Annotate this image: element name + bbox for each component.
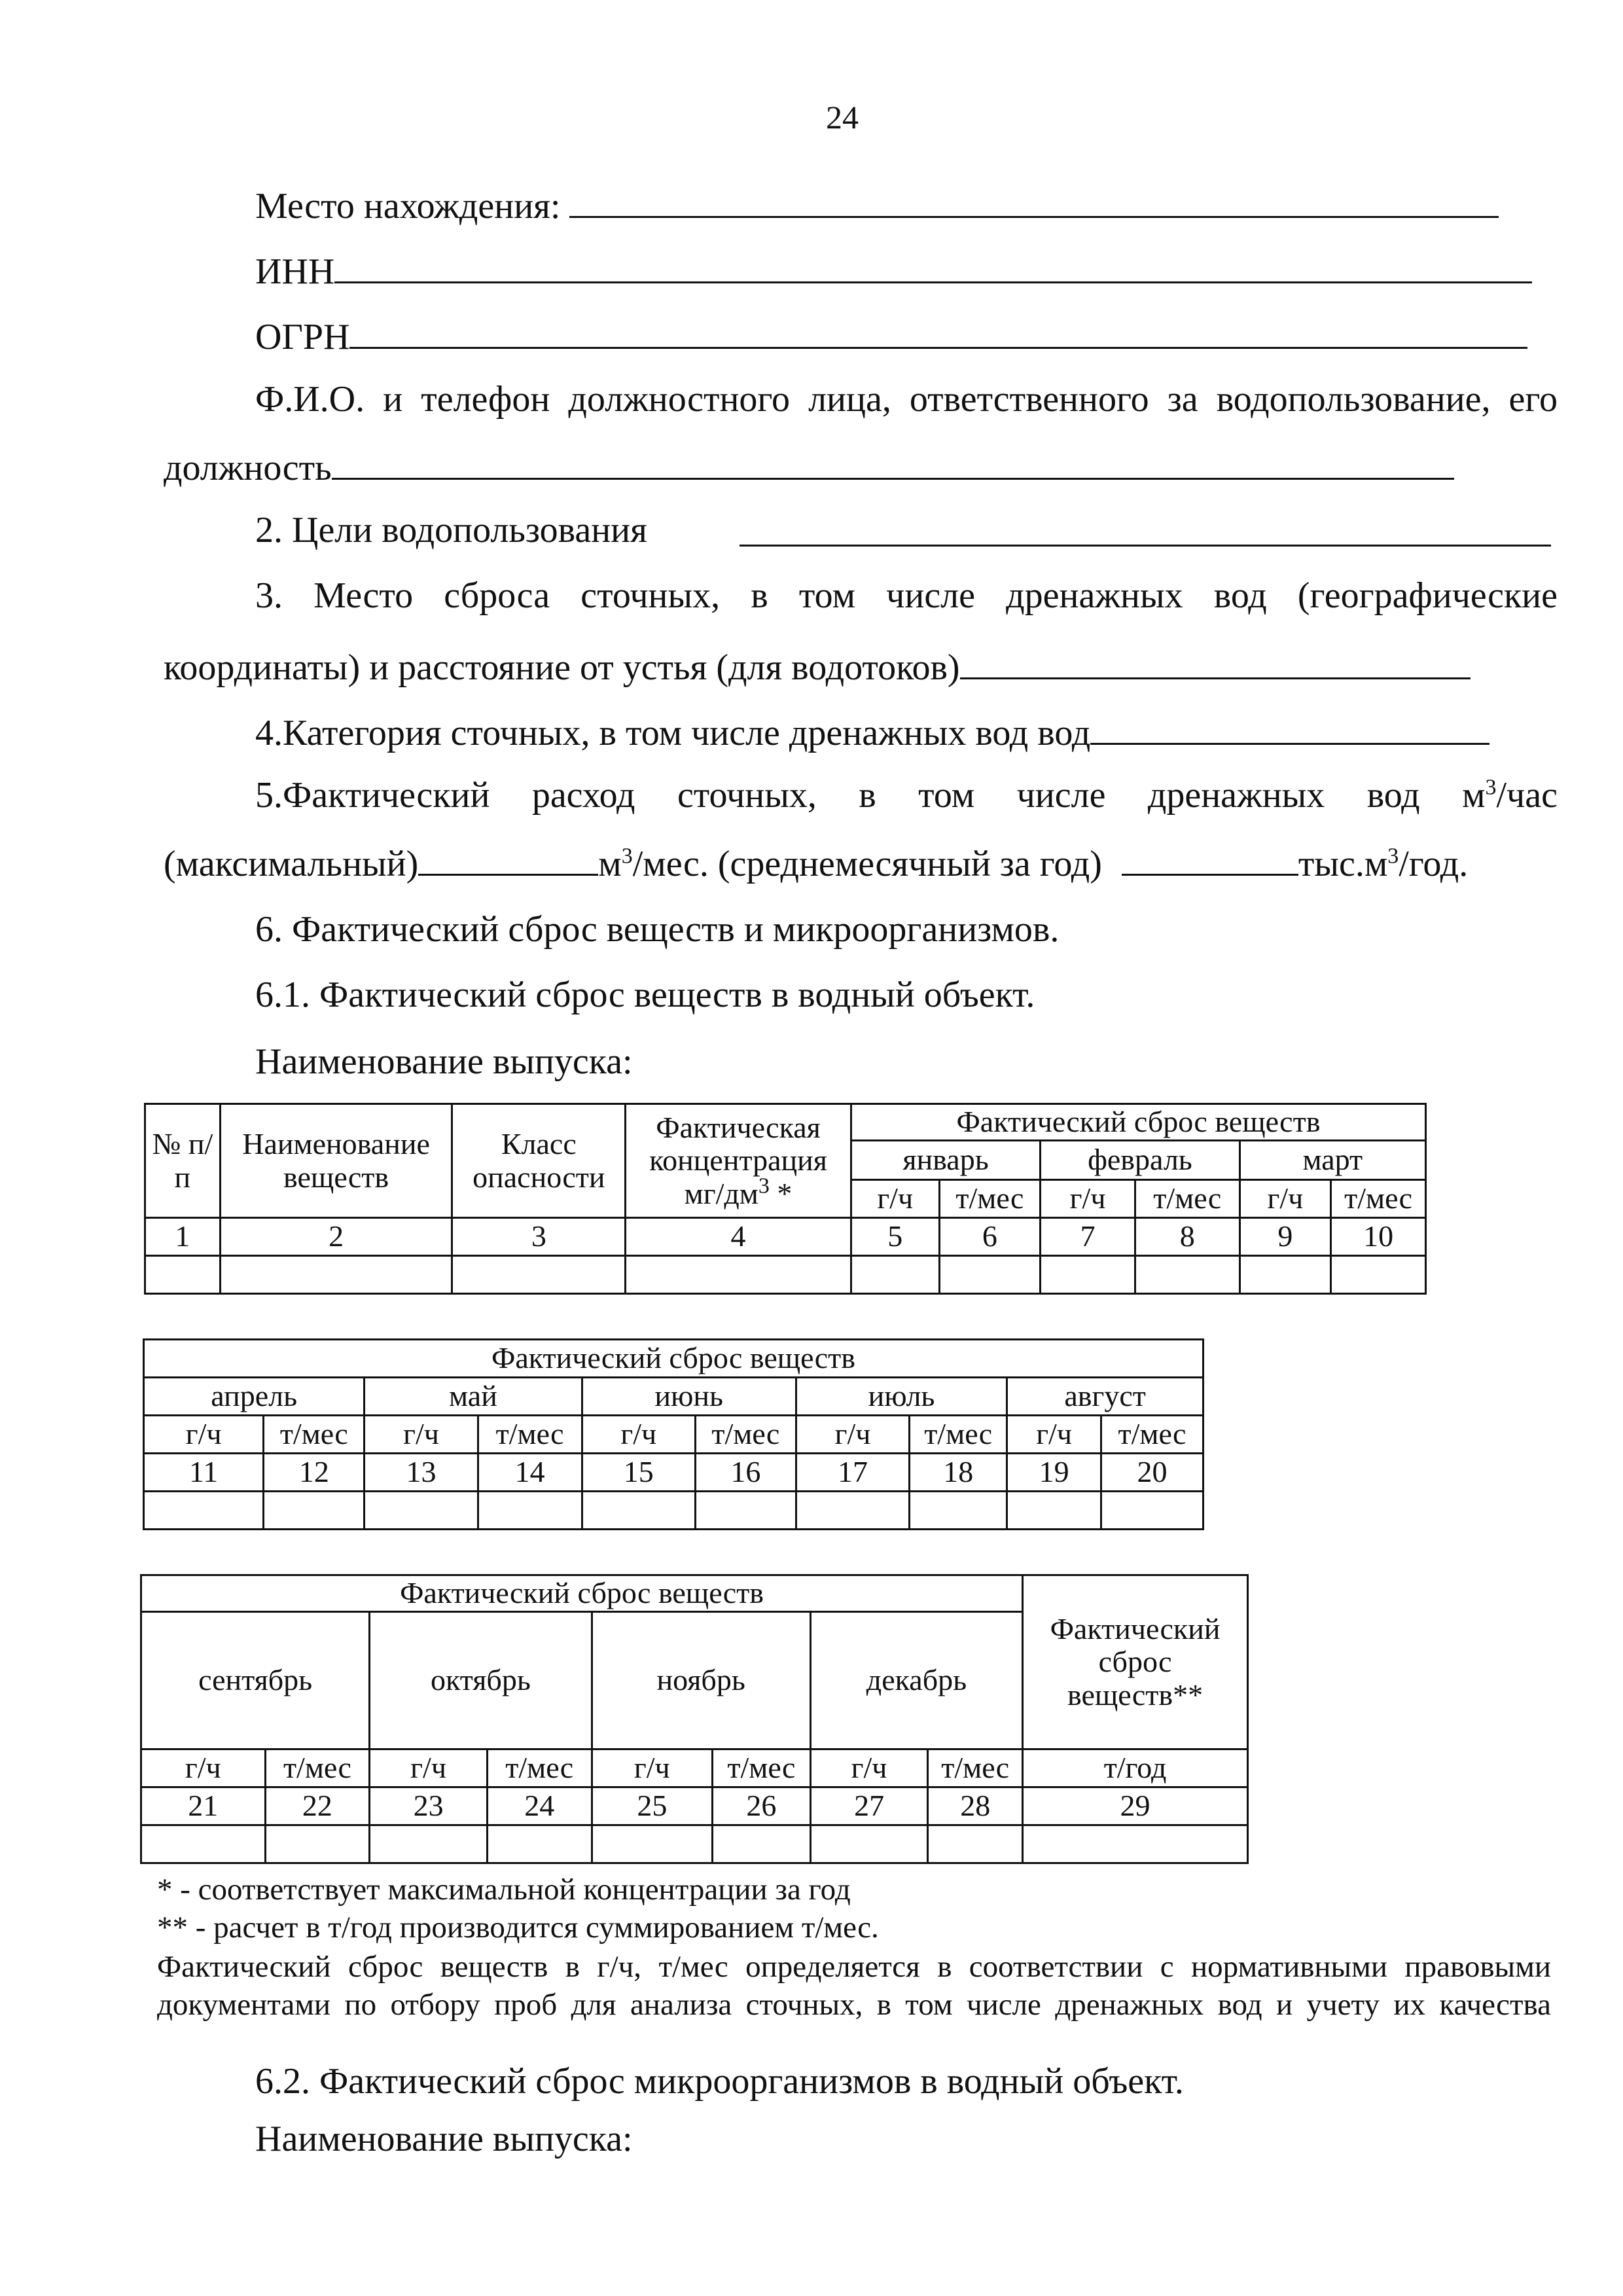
flow-month-sup: 3 xyxy=(621,844,633,869)
col-number: 7 xyxy=(1041,1218,1135,1256)
flow-month-unit: м xyxy=(598,844,622,884)
empty-cell[interactable] xyxy=(370,1825,488,1863)
flow-max-label: (максимальный) xyxy=(164,844,419,884)
empty-cell[interactable] xyxy=(487,1825,592,1863)
empty-cell[interactable] xyxy=(1331,1256,1426,1294)
col-number: 17 xyxy=(796,1454,909,1492)
unit-tm: т/мес xyxy=(265,1749,370,1787)
unit-gh: г/ч xyxy=(1240,1180,1331,1218)
empty-cell[interactable] xyxy=(220,1256,452,1294)
header-month: март xyxy=(1240,1141,1425,1180)
unit-tm: т/мес xyxy=(910,1416,1007,1454)
col-number: 18 xyxy=(910,1454,1007,1492)
inn-field xyxy=(255,249,1532,293)
unit-tm: т/мес xyxy=(478,1416,582,1454)
col-number: 28 xyxy=(928,1787,1023,1825)
empty-cell[interactable] xyxy=(1240,1256,1331,1294)
col-number: 21 xyxy=(141,1787,266,1825)
col-number: 15 xyxy=(582,1454,695,1492)
unit-gh: г/ч xyxy=(370,1749,488,1787)
header-hazard-class: Класс опасности xyxy=(452,1104,626,1218)
outlet-label-2: Наименование выпуска: xyxy=(255,2119,633,2159)
unit-tm: т/мес xyxy=(713,1749,811,1787)
table-row-numbers xyxy=(145,1218,1426,1256)
col-number: 1 xyxy=(145,1218,221,1256)
header-total-discharge: Фактический сброс веществ** xyxy=(1023,1575,1248,1749)
header-discharge-group: Фактический сброс веществ xyxy=(851,1104,1425,1141)
ogrn-field xyxy=(255,314,1527,358)
empty-cell[interactable] xyxy=(478,1492,582,1530)
discharge-line-1: 3. Место сброса сточных, в том числе дренажных вод (географические xyxy=(255,575,1558,616)
empty-cell[interactable] xyxy=(582,1492,695,1530)
empty-cell[interactable] xyxy=(365,1492,478,1530)
col-number: 2 xyxy=(220,1218,452,1256)
unit-tm: т/мес xyxy=(695,1416,796,1454)
header-month: октябрь xyxy=(370,1612,592,1749)
section61-title: 6.1. Фактический сброс веществ в водный объект. xyxy=(255,975,1035,1015)
flow-year-sup: 3 xyxy=(1387,844,1399,869)
flow-max-input-line[interactable] xyxy=(418,841,598,876)
col-number: 5 xyxy=(851,1218,939,1256)
section6-title: 6. Фактический сброс веществ и микроорганизмов. xyxy=(255,909,1060,950)
table-apr-aug xyxy=(143,1338,1204,1530)
table-row-empty[interactable] xyxy=(145,1256,1426,1294)
footnote-1: * - соответствует максимальной концентрации за год xyxy=(157,1873,851,1907)
empty-cell[interactable] xyxy=(910,1492,1007,1530)
table-row-empty[interactable] xyxy=(144,1492,1204,1530)
table-row-numbers xyxy=(144,1454,1204,1492)
col-number: 27 xyxy=(810,1787,928,1825)
header-month: ноябрь xyxy=(592,1612,810,1749)
unit-gh: г/ч xyxy=(365,1416,478,1454)
footnote-2: ** - расчет в т/год производится суммированием т/мес. xyxy=(157,1910,879,1945)
official-line-1: Ф.И.О. и телефон должностного лица, ответственного за водопользование, его xyxy=(255,379,1558,420)
unit-tm: т/мес xyxy=(1331,1180,1426,1218)
unit-gh: г/ч xyxy=(141,1749,266,1787)
official-input-line[interactable] xyxy=(332,445,1454,480)
col-number: 19 xyxy=(1007,1454,1101,1492)
unit-gh: г/ч xyxy=(1041,1180,1135,1218)
empty-cell[interactable] xyxy=(713,1825,811,1863)
empty-cell[interactable] xyxy=(810,1825,928,1863)
header-month: май xyxy=(365,1378,582,1416)
empty-cell[interactable] xyxy=(144,1492,264,1530)
goals-input-line[interactable] xyxy=(740,545,1551,547)
empty-cell[interactable] xyxy=(141,1825,266,1863)
col-number: 3 xyxy=(452,1218,626,1256)
flow-line-2 xyxy=(164,841,1468,885)
col-number: 8 xyxy=(1135,1218,1240,1256)
table-jan-mar xyxy=(144,1103,1427,1295)
col-number: 10 xyxy=(1331,1218,1426,1256)
flow-year-unit: тыс.м xyxy=(1298,844,1388,884)
col-number: 13 xyxy=(365,1454,478,1492)
flow-month-label: /мес. (среднемесячный за год) xyxy=(632,844,1102,884)
empty-cell[interactable] xyxy=(796,1492,909,1530)
table-sep-dec xyxy=(140,1574,1249,1864)
unit-tm: т/мес xyxy=(939,1180,1041,1218)
category-input-line[interactable] xyxy=(1090,710,1489,745)
unit-gh: г/ч xyxy=(810,1749,928,1787)
ogrn-input-line[interactable] xyxy=(349,314,1527,349)
inn-label: ИНН xyxy=(255,251,335,292)
table-row-empty[interactable] xyxy=(141,1825,1248,1863)
location-field xyxy=(255,183,1499,227)
unit-gh: г/ч xyxy=(851,1180,939,1218)
location-label: Место нахождения: xyxy=(255,186,561,226)
header-concentration: Фактическая концентрация $мг/дм^3$ * xyxy=(626,1104,851,1218)
note-line-2: документами по отбору проб для анализа сточных, в том числе дренажных вод и учету их качества xyxy=(157,1988,1551,2022)
flow-year-label: /год. xyxy=(1399,844,1469,884)
header-num: № п/п xyxy=(145,1104,221,1218)
header-month: июль xyxy=(796,1378,1007,1416)
inn-input-line[interactable] xyxy=(334,249,1532,283)
header-month: декабрь xyxy=(810,1612,1022,1749)
unit-tm: т/мес xyxy=(487,1749,592,1787)
unit-ty: т/год xyxy=(1023,1749,1248,1787)
location-input-line[interactable] xyxy=(569,183,1499,218)
empty-cell[interactable] xyxy=(928,1825,1023,1863)
unit-gh: г/ч xyxy=(592,1749,713,1787)
col-number: 16 xyxy=(695,1454,796,1492)
official-field xyxy=(164,445,1454,489)
col-number: 4 xyxy=(626,1218,851,1256)
flow-year-input-line[interactable] xyxy=(1122,841,1298,876)
goals-field xyxy=(255,511,647,551)
unit-gh: г/ч xyxy=(796,1416,909,1454)
empty-cell[interactable] xyxy=(695,1492,796,1530)
header-month: январь xyxy=(851,1141,1040,1180)
header-month: август xyxy=(1007,1378,1204,1416)
empty-cell[interactable] xyxy=(264,1492,365,1530)
unit-gh: г/ч xyxy=(1007,1416,1101,1454)
unit-tm: т/мес xyxy=(264,1416,365,1454)
category-field xyxy=(255,710,1489,754)
empty-cell[interactable] xyxy=(592,1825,713,1863)
unit-tm: т/мес xyxy=(928,1749,1023,1787)
col-number: 20 xyxy=(1101,1454,1203,1492)
empty-cell[interactable] xyxy=(1041,1256,1135,1294)
col-number: 24 xyxy=(487,1787,592,1825)
discharge-field xyxy=(164,645,1471,689)
header-substance: Наименование веществ xyxy=(220,1104,452,1218)
page-number: 24 xyxy=(826,99,859,135)
col-number: 22 xyxy=(265,1787,370,1825)
empty-cell[interactable] xyxy=(939,1256,1041,1294)
empty-cell[interactable] xyxy=(1007,1492,1101,1530)
table-row-numbers xyxy=(141,1787,1248,1825)
category-label: 4.Категория сточных, в том числе дренажных вод вод xyxy=(255,713,1091,753)
empty-cell[interactable] xyxy=(1023,1825,1248,1863)
col-number: 25 xyxy=(592,1787,713,1825)
empty-cell[interactable] xyxy=(452,1256,626,1294)
header-month: апрель xyxy=(144,1378,365,1416)
col-number: 11 xyxy=(144,1454,264,1492)
official-label: должность xyxy=(164,448,332,488)
col-number: 9 xyxy=(1240,1218,1331,1256)
discharge-input-line[interactable] xyxy=(960,645,1471,679)
header-month: сентябрь xyxy=(141,1612,370,1749)
empty-cell[interactable] xyxy=(265,1825,370,1863)
header-discharge-group: Фактический сброс веществ xyxy=(141,1575,1023,1612)
discharge-label: координаты) и расстояние от устья (для водотоков) xyxy=(164,647,960,688)
header-month: февраль xyxy=(1041,1141,1240,1180)
col-number: 29 xyxy=(1023,1787,1248,1825)
ogrn-label: ОГРН xyxy=(255,317,350,357)
col-number: 23 xyxy=(370,1787,488,1825)
unit-gh: г/ч xyxy=(144,1416,264,1454)
empty-cell[interactable] xyxy=(145,1256,221,1294)
outlet-label: Наименование выпуска: xyxy=(255,1041,633,1082)
header-discharge-group: Фактический сброс веществ xyxy=(144,1340,1204,1378)
empty-cell[interactable] xyxy=(1101,1492,1203,1530)
unit-tm: т/мес xyxy=(1135,1180,1240,1218)
col-number: 14 xyxy=(478,1454,582,1492)
empty-cell[interactable] xyxy=(851,1256,939,1294)
col-number: 26 xyxy=(713,1787,811,1825)
flow-line-1: 5.Фактический расход сточных, в том числе дренажных вод $м^3$/час xyxy=(255,775,1558,816)
unit-gh: г/ч xyxy=(582,1416,695,1454)
empty-cell[interactable] xyxy=(626,1256,851,1294)
note-line-1: Фактический сброс веществ в г/ч, т/мес определяется в соответствии с нормативными правовыми xyxy=(157,1950,1551,1984)
header-month: июнь xyxy=(582,1378,796,1416)
empty-cell[interactable] xyxy=(1135,1256,1240,1294)
col-number: 12 xyxy=(264,1454,365,1492)
section62-title: 6.2. Фактический сброс микроорганизмов в водный объект. xyxy=(255,2061,1184,2102)
col-number: 6 xyxy=(939,1218,1041,1256)
unit-tm: т/мес xyxy=(1101,1416,1203,1454)
goals-label: 2. Цели водопользования xyxy=(255,510,647,550)
